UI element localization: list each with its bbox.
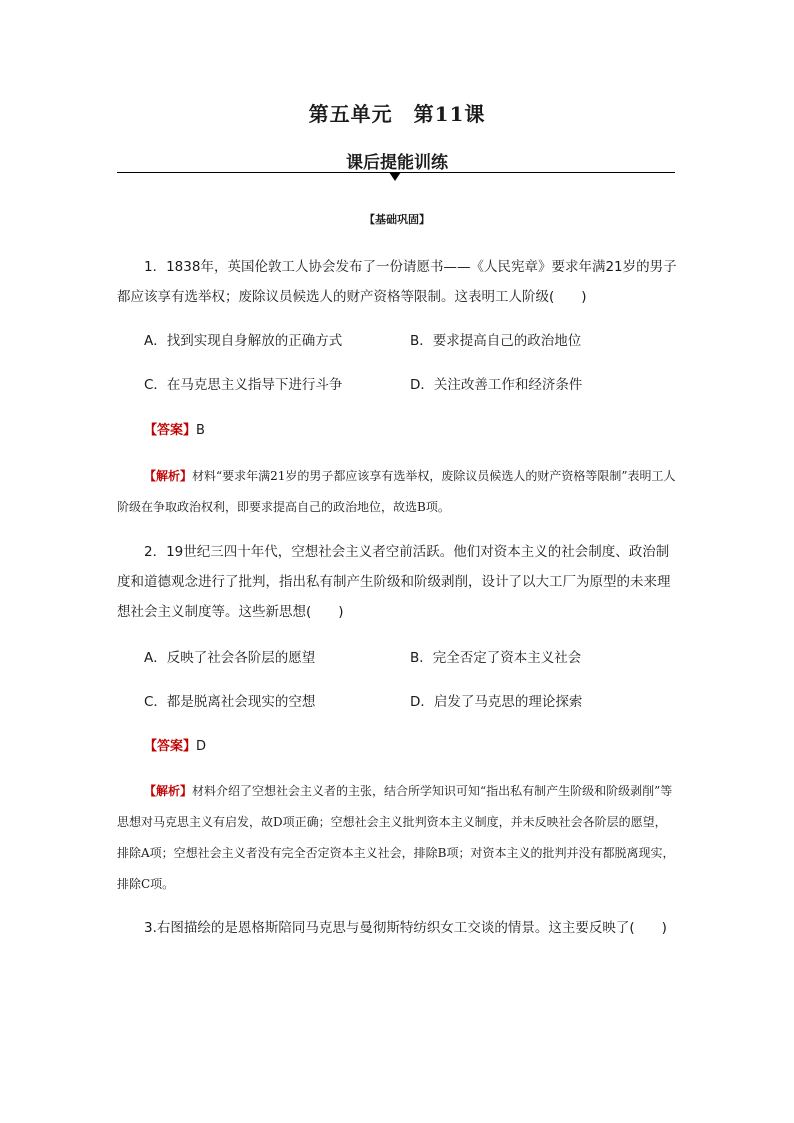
question-1-analysis — [117, 461, 677, 523]
question-2-option-a: A．反映了社会各阶层的愿望 — [144, 650, 316, 666]
answer-value: D — [196, 739, 207, 754]
analysis-text: 材料“要求年满21岁的男子都应该享有选举权，废除议员候选人的财产资格等限制”表明工人阶级在争取政治权利，即要求提高自己的政治地位，故选B项。 — [117, 469, 676, 514]
triangle-down-icon — [389, 172, 401, 181]
question-1-option-d: D．关注改善工作和经济条件 — [410, 377, 583, 393]
question-2-option-c: C．都是脱离社会现实的空想 — [144, 694, 316, 710]
question-1-answer — [144, 421, 205, 441]
analysis-tag: 【解析】 — [144, 469, 193, 483]
answer-tag: 【答案】 — [144, 423, 197, 438]
page-title: 第五单元 第11课 — [308, 102, 486, 126]
page-subtitle: 课后提能训练 — [346, 153, 448, 173]
question-2-option-b: B．完全否定了资本主义社会 — [410, 650, 582, 666]
question-3-stem: 3.右图描绘的是恩格斯陪同马克思与曼彻斯特纺织女工交谈的情景。这主要反映了( ) — [144, 920, 667, 936]
analysis-tag: 【解析】 — [144, 784, 193, 798]
question-2-stem: 2．19世纪三四十年代，空想社会主义者空前活跃。他们对资本主义的社会制度、政治制度和道德观念进行了批判，指出私有制产生阶级和阶级剥削，设计了以大工厂为原型的未来理想社会主义制度等。这些新思想( ) — [117, 544, 671, 620]
question-1-option-c: C．在马克思主义指导下进行斗争 — [144, 377, 343, 393]
question-2-analysis — [117, 776, 677, 900]
analysis-text: 材料介绍了空想社会主义者的主张，结合所学知识可知“指出私有制产生阶级和阶级剥削”等思想对马克思主义有启发，故D项正确；空想社会主义批判资本主义制度，并未反映社会各阶层的愿望，排除A项；空想社会主义者没有完全否定资本主义社会，排除B项；对资本主义的批判并没有都脱离现实，排除C项。 — [117, 784, 675, 891]
question-1-option-b: B．要求提高自己的政治地位 — [410, 333, 582, 349]
question-1-option-a: A．找到实现自身解放的正确方式 — [144, 333, 343, 349]
question-2-answer — [144, 737, 206, 757]
question-1-stem: 1．1838年，英国伦敦工人协会发布了一份请愿书——《人民宪章》要求年满21岁的男子都应该享有选举权；废除议员候选人的财产资格等限制。这表明工人阶级( ) — [117, 259, 677, 305]
answer-tag: 【答案】 — [144, 739, 197, 754]
question-2-option-d: D．启发了马克思的理论探索 — [410, 694, 583, 710]
answer-value: B — [196, 423, 205, 438]
section-heading: 【基础巩固】 — [364, 213, 430, 226]
